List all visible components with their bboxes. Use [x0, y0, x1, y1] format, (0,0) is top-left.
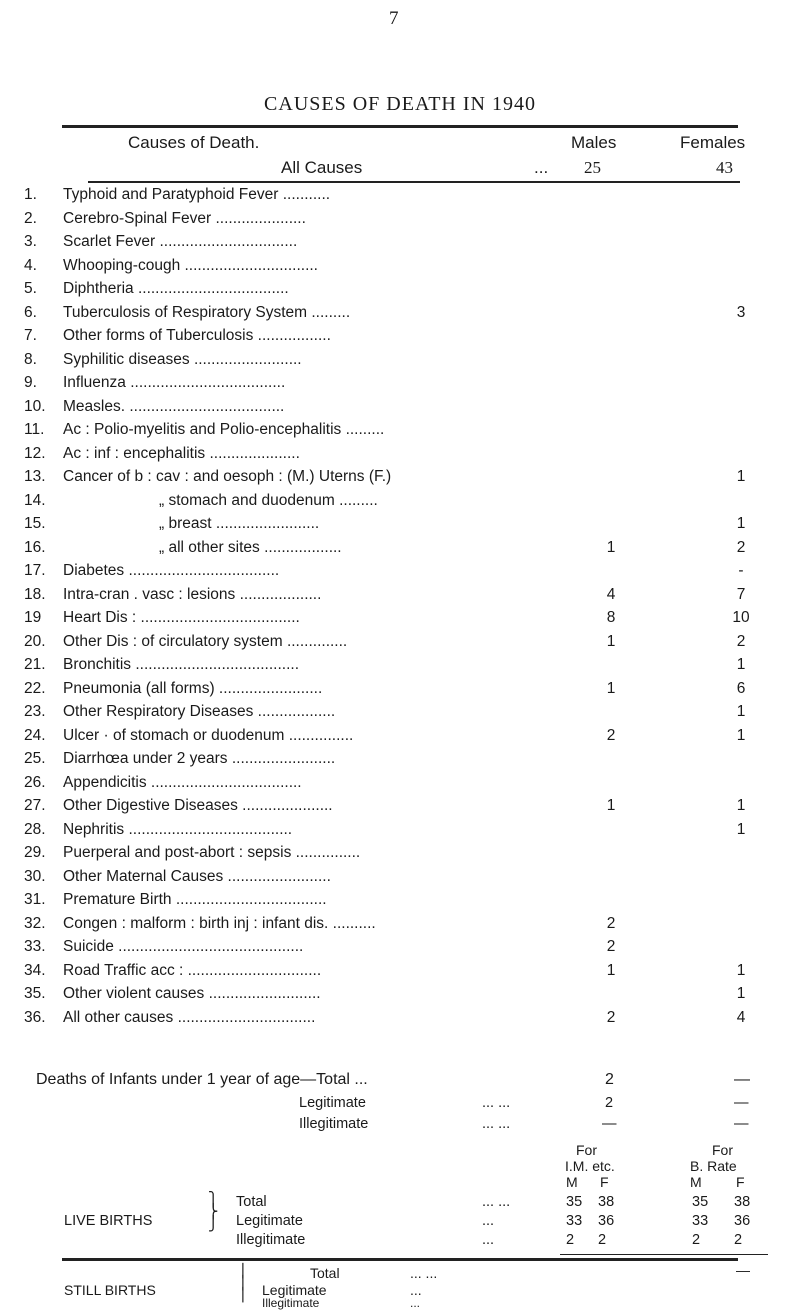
- cause-label: Ulcer · of stomach or duodenum ...............: [63, 727, 354, 744]
- cause-number: 31.: [24, 891, 46, 908]
- infant-legitimate-label: Legitimate: [299, 1095, 366, 1111]
- all-causes-label: All Causes: [281, 158, 363, 177]
- cause-row: [0, 774, 800, 798]
- still-total-value: —: [736, 1262, 750, 1278]
- page-title: CAUSES OF DEATH IN 1940: [264, 93, 536, 115]
- cause-row: [0, 445, 800, 469]
- cause-number: 27.: [24, 797, 46, 814]
- cause-label: Whooping-cough ...............................: [63, 257, 318, 274]
- live-births-im-females: 36: [598, 1213, 615, 1229]
- live-births-im-females: 2: [598, 1232, 607, 1248]
- cause-label: Congen : malform : birth inj : infant dis. ..........: [63, 915, 376, 932]
- cause-row: [0, 962, 800, 986]
- cause-label: „ all other sites ..................: [159, 539, 342, 556]
- cause-number: 4.: [24, 257, 37, 274]
- br-m-head: M: [690, 1174, 702, 1190]
- cause-label: Nephritis ......................................: [63, 821, 293, 838]
- cause-label: Measles. ....................................: [63, 398, 285, 415]
- cause-number: 22.: [24, 680, 46, 697]
- cause-label: Other Digestive Diseases .....................: [63, 797, 333, 814]
- cause-label: Diabetes ...................................: [63, 562, 280, 579]
- cause-row: [0, 868, 800, 892]
- cause-males-count: 8: [606, 609, 616, 626]
- cause-row: [0, 915, 800, 939]
- cause-males-count: 4: [606, 586, 616, 603]
- live-births-im-males: 33: [566, 1213, 583, 1229]
- still-legitimate-label: Legitimate: [262, 1282, 327, 1298]
- live-births-br-females: 36: [734, 1213, 751, 1229]
- cause-label: Influenza ....................................: [63, 374, 286, 391]
- cause-row: [0, 656, 800, 680]
- cause-females-count: 4: [736, 1009, 746, 1026]
- cause-row: [0, 351, 800, 375]
- live-births-im-males: 35: [566, 1194, 583, 1210]
- cause-row: [0, 797, 800, 821]
- live-births-br-females: 38: [734, 1194, 751, 1210]
- cause-number: 19: [24, 609, 42, 626]
- cause-number: 13.: [24, 468, 46, 485]
- cause-row: [0, 750, 800, 774]
- title-rule: [62, 125, 738, 128]
- cause-label: Other Dis : of circulatory system ..............: [63, 633, 348, 650]
- cause-row: [0, 821, 800, 845]
- cause-row: [0, 633, 800, 657]
- cause-females-count: 2: [736, 539, 746, 556]
- live-births-brace: ⎫ ⎬ ⎭: [208, 1192, 219, 1232]
- cause-label: Syphilitic diseases .........................: [63, 351, 302, 368]
- im-column-head: For: [576, 1142, 597, 1158]
- live-births-row-dots: ...: [482, 1232, 495, 1248]
- cause-females-count: 3: [736, 304, 746, 321]
- cause-row: [0, 539, 800, 563]
- cause-row: [0, 374, 800, 398]
- cause-number: 18.: [24, 586, 46, 603]
- cause-females-count: 1: [736, 656, 746, 673]
- cause-label: Typhoid and Paratyphoid Fever ...........: [63, 186, 331, 203]
- live-births-row-label: Legitimate: [236, 1213, 303, 1229]
- infant-illegitimate-label: Illegitimate: [299, 1116, 369, 1132]
- still-illegitimate-dots: ...: [410, 1296, 421, 1310]
- cause-row: [0, 257, 800, 281]
- cause-label: Pneumonia (all forms) ........................: [63, 680, 323, 697]
- cause-row: [0, 327, 800, 351]
- cause-males-count: 2: [606, 1009, 616, 1026]
- cause-females-count: 1: [736, 962, 746, 979]
- still-births-brace: ⎪ ⎪ ⎪: [238, 1264, 248, 1303]
- live-births-br-males: 35: [692, 1194, 709, 1210]
- infant-illegitimate-dots: ... ...: [482, 1116, 511, 1132]
- cause-row: [0, 586, 800, 610]
- infant-legitimate-males: 2: [605, 1095, 614, 1111]
- still-total-dots: ... ...: [410, 1265, 438, 1281]
- cause-number: 24.: [24, 727, 46, 744]
- infant-deaths-total-males: 2: [605, 1071, 614, 1088]
- cause-label: Ac : Polio-myelitis and Polio-encephalitis .........: [63, 421, 385, 438]
- cause-label: Diarrhœa under 2 years ........................: [63, 750, 336, 767]
- cause-label: Intra-cran . vasc : lesions ...................: [63, 586, 322, 603]
- cause-row: [0, 468, 800, 492]
- section-rule: [62, 1258, 738, 1261]
- cause-males-count: 2: [606, 938, 616, 955]
- infant-legitimate-dots: ... ...: [482, 1095, 511, 1111]
- cause-females-count: 1: [736, 985, 746, 1002]
- cause-label: „ breast ........................: [159, 515, 320, 532]
- cause-number: 17.: [24, 562, 46, 579]
- cause-females-count: -: [738, 562, 744, 579]
- cause-number: 20.: [24, 633, 46, 650]
- cause-number: 28.: [24, 821, 46, 838]
- cause-females-count: 1: [736, 727, 746, 744]
- br-column-sub: B. Rate: [690, 1158, 737, 1174]
- still-births-label: STILL BIRTHS: [64, 1282, 156, 1298]
- im-column-sub: I.M. etc.: [565, 1158, 615, 1174]
- causes-column-header: Causes of Death.: [128, 133, 260, 152]
- cause-row: [0, 210, 800, 234]
- cause-males-count: 1: [606, 680, 616, 697]
- cause-row: [0, 985, 800, 1009]
- cause-number: 35.: [24, 985, 46, 1002]
- cause-label: Puerperal and post-abort : sepsis ...............: [63, 844, 361, 861]
- cause-row: [0, 1009, 800, 1033]
- cause-number: 3.: [24, 233, 37, 250]
- still-total-label: Total: [310, 1265, 340, 1281]
- males-column-header: Males: [571, 133, 617, 152]
- cause-row: [0, 727, 800, 751]
- cause-number: 15.: [24, 515, 46, 532]
- cause-females-count: 2: [736, 633, 746, 650]
- cause-number: 12.: [24, 445, 46, 462]
- cause-females-count: 7: [736, 586, 746, 603]
- live-births-br-males: 33: [692, 1213, 709, 1229]
- cause-females-count: 1: [736, 703, 746, 720]
- cause-number: 16.: [24, 539, 46, 556]
- cause-row: [0, 186, 800, 210]
- cause-row: [0, 280, 800, 304]
- cause-label: Other violent causes ..........................: [63, 985, 321, 1002]
- live-births-label: LIVE BIRTHS: [64, 1213, 153, 1229]
- infant-deaths-label: Deaths of Infants under 1 year of age—Total ...: [36, 1071, 368, 1088]
- live-births-row-dots: ... ...: [482, 1194, 511, 1210]
- cause-number: 32.: [24, 915, 46, 932]
- cause-row: [0, 304, 800, 328]
- cause-label: Ac : inf : encephalitis .....................: [63, 445, 300, 462]
- cause-label: All other causes ................................: [63, 1009, 316, 1026]
- cause-label: Scarlet Fever ................................: [63, 233, 298, 250]
- br-column-head: For: [712, 1142, 733, 1158]
- cause-row: [0, 515, 800, 539]
- all-causes-dots: ...: [534, 158, 549, 177]
- header-rule: [88, 181, 740, 183]
- cause-label: Road Traffic acc : ...............................: [63, 962, 322, 979]
- cause-row: [0, 844, 800, 868]
- live-births-row-label: Illegitimate: [236, 1232, 306, 1248]
- cause-number: 6.: [24, 304, 37, 321]
- all-causes-females-total: 43: [716, 158, 733, 177]
- infant-illegitimate-females: —: [734, 1116, 749, 1132]
- cause-females-count: 10: [732, 609, 750, 626]
- cause-row: [0, 233, 800, 257]
- cause-number: 33.: [24, 938, 46, 955]
- cause-label: Suicide ...........................................: [63, 938, 304, 955]
- still-illegitimate-label: Illegitimate: [262, 1296, 320, 1310]
- females-column-header: Females: [680, 133, 746, 152]
- cause-label: Cerebro-Spinal Fever .....................: [63, 210, 306, 227]
- cause-number: 36.: [24, 1009, 46, 1026]
- all-causes-males-total: 25: [584, 158, 601, 177]
- cause-label: Diphtheria ...................................: [63, 280, 289, 297]
- cause-number: 25.: [24, 750, 46, 767]
- live-births-im-females: 38: [598, 1194, 615, 1210]
- cause-females-count: 6: [736, 680, 746, 697]
- cause-number: 7.: [24, 327, 37, 344]
- cause-females-count: 1: [736, 468, 746, 485]
- cause-number: 14.: [24, 492, 46, 509]
- cause-males-count: 1: [606, 962, 616, 979]
- cause-males-count: 1: [606, 633, 616, 650]
- cause-row: [0, 891, 800, 915]
- cause-number: 29.: [24, 844, 46, 861]
- cause-females-count: 1: [736, 797, 746, 814]
- br-f-head: F: [736, 1174, 745, 1190]
- live-births-br-males: 2: [692, 1232, 701, 1248]
- cause-label: Other Respiratory Diseases ..................: [63, 703, 336, 720]
- cause-number: 21.: [24, 656, 46, 673]
- cause-number: 5.: [24, 280, 37, 297]
- live-births-rule: [560, 1254, 768, 1255]
- cause-label: Heart Dis : .....................................: [63, 609, 300, 626]
- cause-row: [0, 703, 800, 727]
- cause-number: 23.: [24, 703, 46, 720]
- cause-males-count: 2: [606, 915, 616, 932]
- cause-label: Bronchitis ......................................: [63, 656, 300, 673]
- live-births-br-females: 2: [734, 1232, 743, 1248]
- cause-number: 26.: [24, 774, 46, 791]
- cause-row: [0, 938, 800, 962]
- im-f-head: F: [600, 1174, 609, 1190]
- cause-row: [0, 609, 800, 633]
- cause-number: 1.: [24, 186, 37, 203]
- cause-number: 8.: [24, 351, 37, 368]
- cause-row: [0, 421, 800, 445]
- cause-females-count: 1: [736, 515, 746, 532]
- cause-row: [0, 562, 800, 586]
- cause-number: 2.: [24, 210, 37, 227]
- cause-number: 30.: [24, 868, 46, 885]
- infant-legitimate-females: —: [734, 1095, 749, 1111]
- infant-illegitimate-males: —: [602, 1116, 617, 1132]
- cause-number: 10.: [24, 398, 46, 415]
- cause-row: [0, 398, 800, 422]
- cause-label: Appendicitis ...................................: [63, 774, 302, 791]
- live-births-row-dots: ...: [482, 1213, 495, 1229]
- page-number: 7: [389, 8, 399, 29]
- cause-label: Other Maternal Causes ........................: [63, 868, 331, 885]
- im-m-head: M: [566, 1174, 578, 1190]
- cause-label: Premature Birth ...................................: [63, 891, 327, 908]
- cause-females-count: 1: [736, 821, 746, 838]
- cause-number: 34.: [24, 962, 46, 979]
- still-legitimate-dots: ...: [410, 1282, 422, 1298]
- cause-males-count: 1: [606, 797, 616, 814]
- cause-row: [0, 492, 800, 516]
- infant-deaths-total-females: —: [734, 1071, 750, 1088]
- cause-number: 9.: [24, 374, 37, 391]
- cause-males-count: 1: [606, 539, 616, 556]
- cause-label: „ stomach and duodenum .........: [159, 492, 378, 509]
- cause-label: Cancer of b : cav : and oesoph : (M.) Uterns (F.): [63, 468, 392, 485]
- cause-label: Other forms of Tuberculosis .................: [63, 327, 331, 344]
- cause-label: Tuberculosis of Respiratory System .........: [63, 304, 351, 321]
- cause-row: [0, 680, 800, 704]
- live-births-im-males: 2: [566, 1232, 575, 1248]
- live-births-row-label: Total: [236, 1194, 267, 1210]
- cause-males-count: 2: [606, 727, 616, 744]
- cause-number: 11.: [24, 421, 45, 438]
